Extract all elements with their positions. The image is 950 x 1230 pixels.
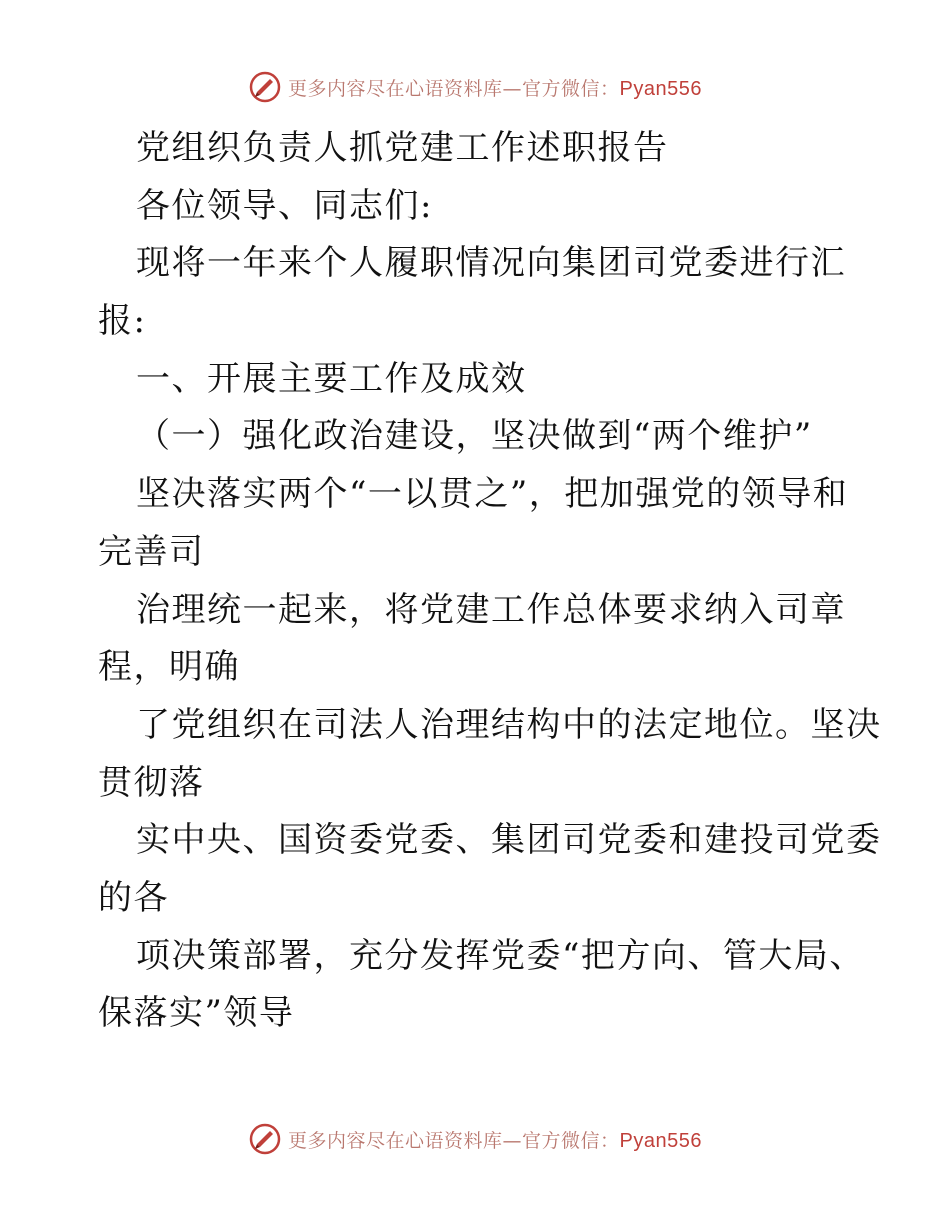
paragraph-line: 的各 bbox=[98, 877, 169, 918]
paragraph-line: 治理统一起来，将党建工作总体要求纳入司章 bbox=[136, 589, 846, 630]
subsection-heading: （一）强化政治建设，坚决做到“两个维护” bbox=[136, 416, 813, 457]
paragraph-line: 现将一年来个人履职情况向集团司党委进行汇 bbox=[136, 243, 846, 284]
document-title: 党组织负责人抓党建工作述职报告 bbox=[136, 128, 669, 168]
paragraph-line: 保落实”领导 bbox=[98, 993, 295, 1034]
paragraph-line: 报: bbox=[98, 301, 147, 342]
paragraph-line: 程，明确 bbox=[98, 647, 240, 688]
paragraph-line: 贯彻落 bbox=[98, 762, 205, 803]
footer-watermark bbox=[0, 1122, 950, 1156]
pen-logo-icon bbox=[248, 70, 282, 104]
watermark-id: Pyan556 bbox=[619, 1129, 702, 1152]
watermark-id: Pyan556 bbox=[619, 77, 702, 100]
paragraph-line: 坚决落实两个“一以贯之”，把加强党的领导和 bbox=[136, 474, 849, 515]
header-watermark bbox=[0, 70, 950, 104]
section-heading: 一、开展主要工作及成效 bbox=[136, 358, 527, 399]
paragraph-line: 完善司 bbox=[98, 531, 205, 572]
watermark-text: 更多内容尽在心语资料库—官方微信：Pyan556 bbox=[288, 1129, 702, 1152]
pen-logo-icon bbox=[248, 1122, 282, 1156]
paragraph-line: 项决策部署，充分发挥党委“把方向、管大局、 bbox=[136, 935, 865, 976]
document-body bbox=[98, 120, 882, 1043]
watermark-text: 更多内容尽在心语资料库—官方微信：Pyan556 bbox=[288, 77, 702, 100]
paragraph-line: 了党组织在司法人治理结构中的法定地位。坚决 bbox=[136, 704, 882, 745]
paragraph-line: 实中央、国资委党委、集团司党委和建投司党委 bbox=[136, 820, 882, 861]
salutation: 各位领导、同志们: bbox=[136, 185, 433, 226]
